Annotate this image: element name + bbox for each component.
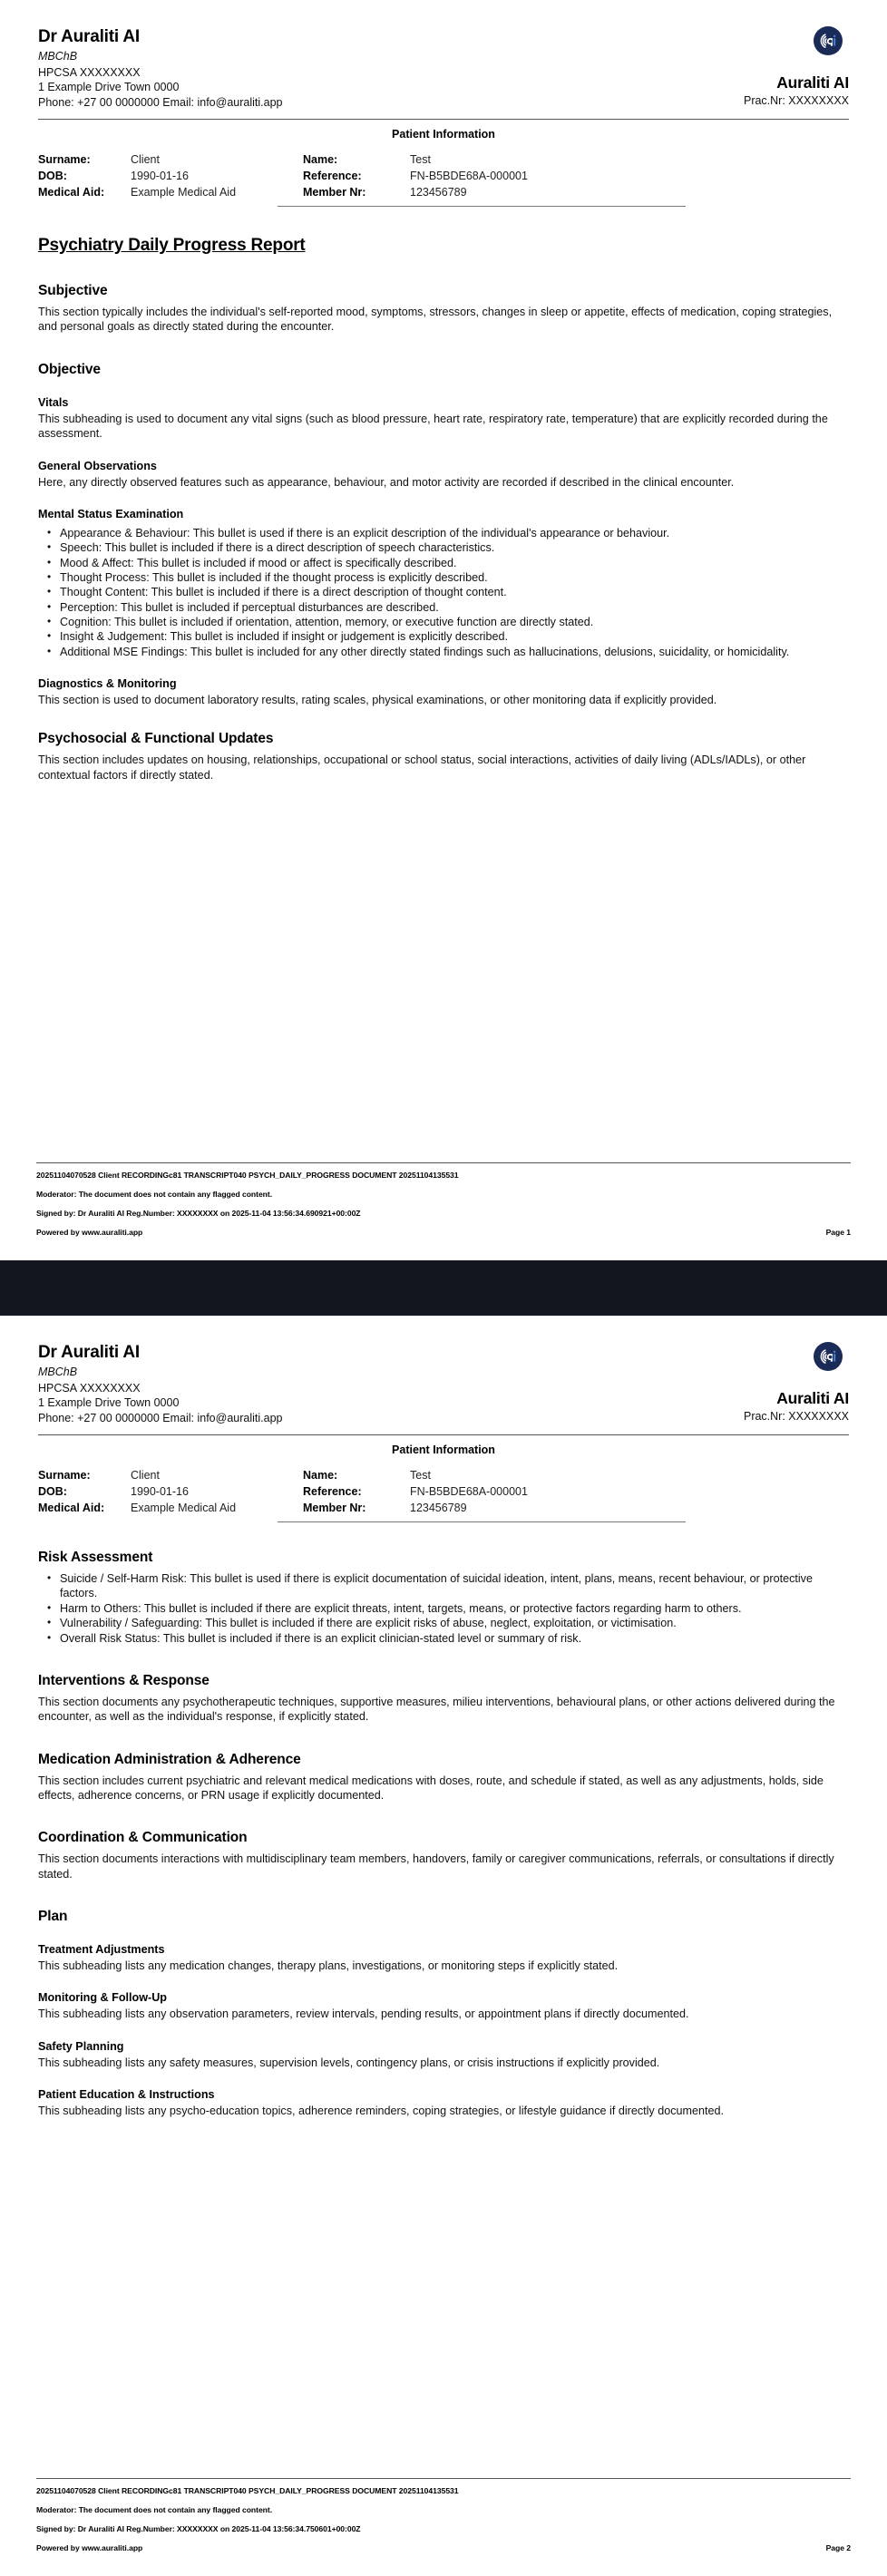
patient-field-label: Member Nr: <box>303 1502 366 1515</box>
practitioner-block <box>38 1341 282 1425</box>
subheading-monitoring-follow-up: Monitoring & Follow-Up <box>38 1991 167 2005</box>
section-body-treatment-adjustments: This subheading lists any medication changes, therapy plans, investigations, or monitoring steps if explicitly stated. <box>38 1959 619 1973</box>
brand-block <box>744 1341 849 1423</box>
auraliti-circle-logo-icon <box>813 1341 843 1376</box>
section-body-safety-planning: This subheading lists any safety measures, supervision levels, contingency plans, or crisis instructions if explicitly provided. <box>38 2056 660 2069</box>
section-heading-medication: Medication Administration & Adherence <box>38 1751 301 1767</box>
footer-moderator-line: Moderator: The document does not contain any flagged content. <box>36 2505 273 2514</box>
section-heading-risk-assessment: Risk Assessment <box>38 1550 153 1566</box>
section-heading-coordination: Coordination & Communication <box>38 1830 248 1846</box>
doctor-name: Dr Auraliti AI <box>38 1343 140 1362</box>
subheading-general-observations: General Observations <box>38 459 157 472</box>
practitioner-block <box>38 25 282 110</box>
section-body-interventions: This section documents any psychotherapeutic techniques, supportive measures, milieu interventions, behavioural plans, or other actions delivered during the encounter, as well as the individual's response, if explicitly stated. <box>38 1695 835 1724</box>
letterhead <box>36 20 851 110</box>
patient-field-value: 123456789 <box>410 186 467 199</box>
patient-field-value: Client <box>131 1469 160 1482</box>
page-separator <box>0 1260 887 1316</box>
subheading-vitals: Vitals <box>38 395 69 409</box>
footer-reference-line: 20251104070528 Client RECORDINGc81 TRANSCRIPT040 PSYCH_DAILY_PROGRESS DOCUMENT 20251104135531 <box>36 1171 459 1180</box>
list-item: • Harm to Others: This bullet is included if there are explicit threats, intent, targets, means, or protective factors regarding harm to others. <box>58 1601 849 1616</box>
section-body-coordination: This section documents interactions with multidisciplinary team members, handovers, family or caregiver communications, referrals, or consultations if directly stated. <box>38 1852 834 1881</box>
patient-field-value: 123456789 <box>410 1502 467 1515</box>
patient-information-divider <box>278 206 686 207</box>
patient-information-grid <box>36 1469 851 1514</box>
patient-information-title: Patient Information <box>392 1444 495 1457</box>
section-heading-interventions: Interventions & Response <box>38 1672 210 1688</box>
patient-field-value: 1990-01-16 <box>131 170 189 183</box>
practice-address: 1 Example Drive Town 0000 <box>38 1396 180 1410</box>
footer-bottom-row <box>36 2543 851 2552</box>
footer-divider <box>36 1162 851 1163</box>
subheading-safety-planning: Safety Planning <box>38 2039 124 2053</box>
list-item: • Perception: This bullet is included if perceptual disturbances are described. <box>58 600 849 615</box>
patient-field-label: Reference: <box>303 170 362 183</box>
patient-field-label: Member Nr: <box>303 186 366 199</box>
list-item: • Mood & Affect: This bullet is included if mood or affect is specifically described. <box>58 556 849 570</box>
brand-name: Auraliti AI <box>776 73 849 92</box>
section-body-medication: This section includes current psychiatric and relevant medical medications with doses, route, and schedule if stated, as well as any adjustments, holds, side effects, adherence concerns, or PRN usage if explicitly documented. <box>38 1774 824 1802</box>
section-body-diagnostics-monitoring: This section is used to document laboratory results, rating scales, physical examinations, or other monitoring data if explicitly provided. <box>38 694 717 707</box>
mse-bullet-list <box>38 526 849 659</box>
section-heading-psychosocial: Psychosocial & Functional Updates <box>38 731 274 747</box>
footer-powered-by: Powered by www.auraliti.app <box>36 2543 143 2552</box>
document-title: Psychiatry Daily Progress Report <box>38 236 306 256</box>
patient-field-value: Test <box>410 1469 431 1482</box>
page-2-content <box>36 1550 851 2118</box>
practice-contact: Phone: +27 00 0000000 Email: info@auraliti.app <box>38 95 283 109</box>
auraliti-circle-logo-icon <box>813 25 843 61</box>
patient-field-label: Name: <box>303 153 338 167</box>
patient-field-value: Example Medical Aid <box>131 186 237 199</box>
section-body-monitoring-follow-up: This subheading lists any observation parameters, review intervals, pending results, or appointment plans if directly documented. <box>38 2007 689 2021</box>
patient-field-label: Surname: <box>38 1469 91 1482</box>
header-divider <box>38 119 849 120</box>
footer-signature-line: Signed by: Dr Auraliti AI Reg.Number: XXXXXXXX on 2025-11-04 13:56:34.690921+00:00Z <box>36 1209 361 1218</box>
hpcsa-number: HPCSA XXXXXXXX <box>38 65 141 79</box>
section-body-general-observations: Here, any directly observed features such as appearance, behaviour, and motor activity are recorded if described in the clinical encounter. <box>38 475 735 489</box>
patient-information-divider <box>278 1521 686 1522</box>
footer-bottom-row <box>36 1228 851 1237</box>
practice-number: Prac.Nr: XXXXXXXX <box>743 94 849 107</box>
document-page-1 <box>0 0 887 1260</box>
patient-field-value: FN-B5BDE68A-000001 <box>410 170 528 183</box>
footer-moderator-line: Moderator: The document does not contain any flagged content. <box>36 1190 273 1199</box>
list-item: • Cognition: This bullet is included if orientation, attention, memory, or executive function are directly stated. <box>58 615 849 629</box>
patient-field-label: DOB: <box>38 170 67 183</box>
document-page-2 <box>0 1316 887 2576</box>
footer-reference-line: 20251104070528 Client RECORDINGc81 TRANSCRIPT040 PSYCH_DAILY_PROGRESS DOCUMENT 20251104135531 <box>36 2486 459 2495</box>
section-body-vitals: This subheading is used to document any vital signs (such as blood pressure, heart rate, respiratory rate, temperature) that are explicitly recorded during the assessment. <box>38 412 828 441</box>
risk-assessment-bullet-list <box>38 1571 849 1646</box>
footer-signature-line: Signed by: Dr Auraliti AI Reg.Number: XXXXXXXX on 2025-11-04 13:56:34.750601+00:00Z <box>36 2524 361 2533</box>
section-body-psychosocial: This section includes updates on housing, relationships, occupational or school status, social interactions, activities of daily living (ADLs/IADLs), or other contextual factors if directly stated. <box>38 753 806 782</box>
section-body-patient-education: This subheading lists any psycho-education topics, adherence reminders, coping strategies, or lifestyle guidance if directly documented. <box>38 2105 725 2118</box>
section-heading-plan: Plan <box>38 1909 68 1925</box>
list-item: • Appearance & Behaviour: This bullet is used if there is an explicit description of the individual's appearance or behaviour. <box>58 526 849 540</box>
footer-powered-by: Powered by www.auraliti.app <box>36 1228 143 1237</box>
patient-field-label: Reference: <box>303 1485 362 1499</box>
patient-field-label: Name: <box>303 1469 338 1482</box>
footer-page-number: Page 2 <box>825 2543 851 2552</box>
section-heading-subjective: Subjective <box>38 283 108 299</box>
section-heading-objective: Objective <box>38 361 101 377</box>
page-1-footer <box>36 1162 851 1237</box>
list-item: • Additional MSE Findings: This bullet is included for any other directly stated findings such as hallucinations, delusions, suicidality, or homicidality. <box>58 645 849 659</box>
patient-field-label: Medical Aid: <box>38 186 105 199</box>
subheading-diagnostics-monitoring: Diagnostics & Monitoring <box>38 677 177 691</box>
subheading-treatment-adjustments: Treatment Adjustments <box>38 1943 165 1957</box>
page-1-content <box>36 283 851 783</box>
patient-field-label: Surname: <box>38 153 91 167</box>
footer-page-number: Page 1 <box>825 1228 851 1237</box>
letterhead <box>36 1336 851 1425</box>
practice-number: Prac.Nr: XXXXXXXX <box>743 1410 849 1423</box>
doctor-name: Dr Auraliti AI <box>38 27 140 46</box>
list-item: • Vulnerability / Safeguarding: This bullet is included if there are explicit risks of abuse, neglect, exploitation, or victimisation. <box>58 1616 849 1630</box>
page-2-footer <box>36 2478 851 2552</box>
patient-field-value: Test <box>410 153 431 167</box>
brand-block <box>744 25 849 107</box>
doctor-qualification: MBChB <box>38 50 78 63</box>
patient-information-title: Patient Information <box>392 128 495 141</box>
practice-address: 1 Example Drive Town 0000 <box>38 81 180 94</box>
list-item: • Thought Process: This bullet is included if the thought process is explicitly described. <box>58 570 849 585</box>
list-item: • Suicide / Self-Harm Risk: This bullet is used if there is explicit documentation of suicidal ideation, intent, plans, means, recent behaviour, or protective factors. <box>58 1571 849 1601</box>
list-item: • Speech: This bullet is included if there is a direct description of speech characteristics. <box>58 540 849 555</box>
list-item: • Overall Risk Status: This bullet is included if there is an explicit clinician-stated level or summary of risk. <box>58 1631 849 1646</box>
patient-field-value: Client <box>131 153 160 167</box>
subheading-patient-education: Patient Education & Instructions <box>38 2088 215 2102</box>
footer-divider <box>36 2478 851 2479</box>
patient-field-label: Medical Aid: <box>38 1502 105 1515</box>
subheading-mental-status-examination: Mental Status Examination <box>38 507 184 520</box>
patient-information-grid <box>36 153 851 199</box>
section-body-subjective: This section typically includes the individual's self-reported mood, symptoms, stressors, changes in sleep or appetite, effects of medication, coping strategies, and personal goals as directly stated during the encounter. <box>38 306 833 334</box>
patient-field-value: 1990-01-16 <box>131 1485 189 1499</box>
patient-field-value: FN-B5BDE68A-000001 <box>410 1485 528 1499</box>
patient-field-label: DOB: <box>38 1485 67 1499</box>
practice-contact: Phone: +27 00 0000000 Email: info@auraliti.app <box>38 1411 283 1424</box>
doctor-qualification: MBChB <box>38 1366 78 1379</box>
header-divider <box>38 1434 849 1435</box>
hpcsa-number: HPCSA XXXXXXXX <box>38 1381 141 1395</box>
list-item: • Thought Content: This bullet is included if there is a direct description of thought content. <box>58 585 849 599</box>
patient-field-value: Example Medical Aid <box>131 1502 237 1515</box>
list-item: • Insight & Judgement: This bullet is included if insight or judgement is explicitly described. <box>58 629 849 644</box>
brand-name: Auraliti AI <box>776 1389 849 1407</box>
